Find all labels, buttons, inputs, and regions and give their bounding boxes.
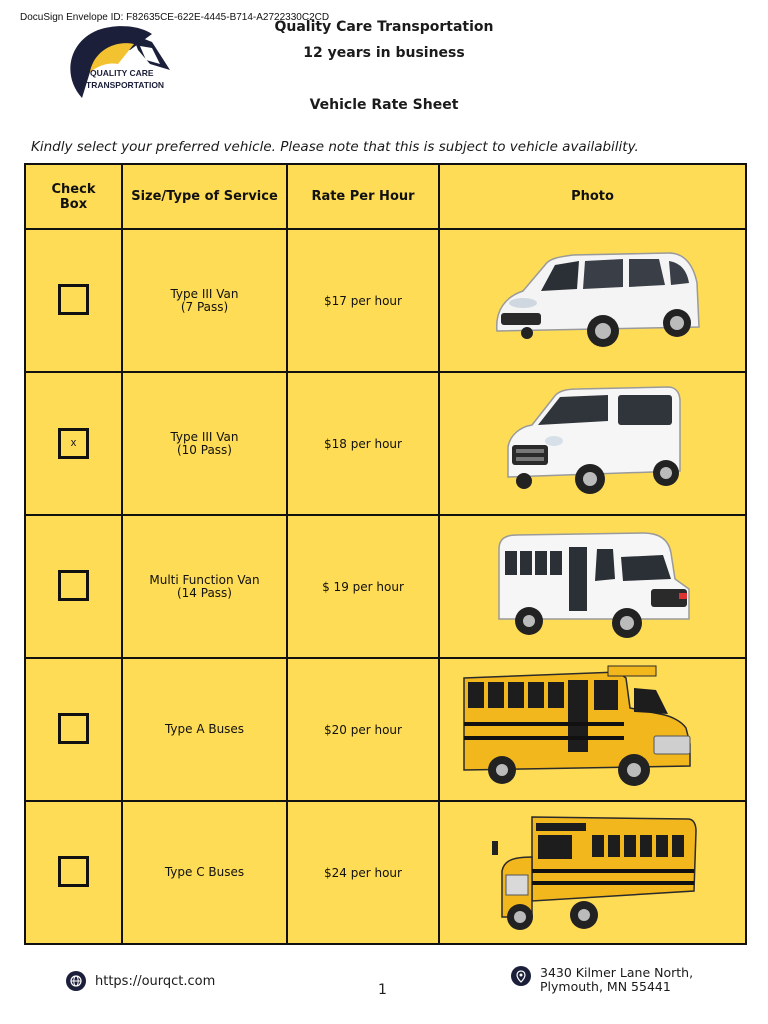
- intro-text: Kindly select your preferred vehicle. Please note that this is subject to vehicle availability.: [31, 139, 639, 155]
- table-row: [25, 801, 746, 944]
- table-row: [25, 229, 746, 372]
- rate-table: [24, 163, 747, 945]
- docusign-envelope-id: DocuSign Envelope ID: F82635CE-622E-4445-B714-A2722330C2CD: [20, 12, 330, 23]
- hourly-rate: $17 per hour: [287, 229, 439, 372]
- svg-text:QUALITY CARE: QUALITY CARE: [90, 68, 154, 78]
- vehicle-checkbox[interactable]: [58, 284, 89, 315]
- table-row: [25, 372, 746, 515]
- address-line-1: 3430 Kilmer Lane North,: [540, 965, 694, 980]
- footer-website[interactable]: [66, 971, 215, 991]
- table-row: [25, 658, 746, 801]
- hourly-rate: $20 per hour: [287, 658, 439, 801]
- svg-text:TRANSPORTATION: TRANSPORTATION: [86, 80, 165, 90]
- service-type: Type III Van (10 Pass): [170, 429, 239, 457]
- website-url[interactable]: https://ourqct.com: [95, 973, 216, 989]
- header-rate: Rate Per Hour: [287, 164, 439, 229]
- location-pin-icon: [511, 966, 531, 986]
- shuttle-bus-photo: [493, 523, 693, 651]
- header-photo: Photo: [439, 164, 746, 229]
- type-a-bus-photo: [458, 664, 728, 796]
- minivan-photo: [483, 239, 703, 363]
- vehicle-checkbox[interactable]: [58, 570, 89, 601]
- service-type: Type C Buses: [164, 865, 245, 879]
- vehicle-checkbox[interactable]: [58, 713, 89, 744]
- footer-address: [511, 966, 693, 994]
- company-name: Quality Care Transportation: [274, 19, 494, 35]
- sheet-title: Vehicle Rate Sheet: [309, 97, 459, 113]
- type-c-bus-photo: [488, 809, 698, 937]
- vehicle-checkbox[interactable]: x: [58, 428, 89, 459]
- header-size-type: Size/Type of Service: [122, 164, 287, 229]
- globe-icon: [66, 971, 86, 991]
- hourly-rate: $18 per hour: [287, 372, 439, 515]
- page-number: 1: [378, 982, 387, 998]
- address-line-2: Plymouth, MN 55441: [540, 979, 671, 994]
- service-type: Type A Buses: [164, 722, 245, 736]
- years-in-business: 12 years in business: [303, 45, 465, 61]
- transit-van-photo: [498, 381, 688, 507]
- table-header-row: [25, 164, 746, 229]
- table-row: [25, 515, 746, 658]
- vehicle-checkbox[interactable]: [58, 856, 89, 887]
- hourly-rate: $24 per hour: [287, 801, 439, 944]
- service-type: Type III Van (7 Pass): [170, 286, 239, 314]
- header-check-box: Check Box: [25, 164, 122, 229]
- company-logo: [60, 20, 180, 114]
- hourly-rate: $ 19 per hour: [287, 515, 439, 658]
- service-type: Multi Function Van (14 Pass): [149, 572, 260, 600]
